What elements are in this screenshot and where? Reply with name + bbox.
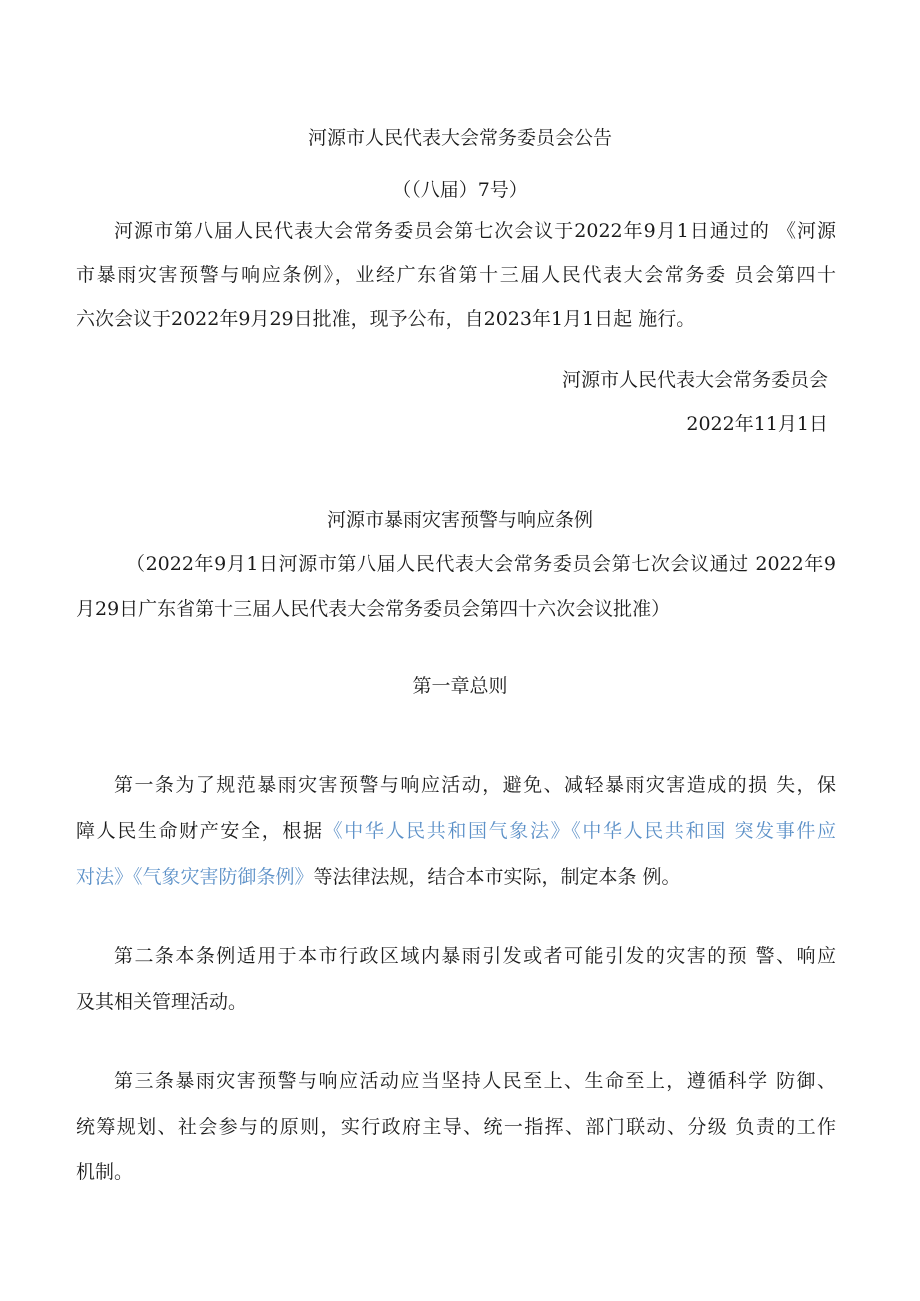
regulation-title: 河源市暴雨灾害预警与响应条例 — [326, 509, 593, 531]
notice-date: 2022年11月1日 — [686, 413, 828, 435]
article-line: 第一条为了规范暴雨灾害预警与响应活动，避免、减轻暴雨灾害造成的损 失，保 — [114, 774, 836, 796]
article-text: 障人民生命财产安全，根据 — [76, 820, 324, 842]
notice-body-line: 市暴雨灾害预警与响应条例》，业经广东省第十三届人民代表大会常务委 员会第四十 — [76, 264, 836, 286]
article-line: 及其相关管理活动。 — [76, 991, 248, 1013]
notice-title: 河源市人民代表大会常务委员会公告 — [307, 127, 612, 149]
law-reference-link[interactable]: 《中华人民共和国气象法》《中华人民共和国 突发事件应 — [323, 820, 836, 842]
notice-body-line: 六次会议于2022年9月29日批准，现予公布，自2023年1月1日起 施行。 — [76, 308, 696, 330]
law-reference-link[interactable]: 对法》《气象灾害防御条例》 — [76, 866, 314, 888]
notice-number: （（八届）7号） — [392, 179, 528, 201]
notice-body-line: 河源市第八届人民代表大会常务委员会第七次会议于2022年9月1日通过的 《河源 — [114, 220, 836, 242]
article-line: 统筹规划、社会参与的原则，实行政府主导、统一指挥、部门联动、分级 负责的工作 — [76, 1116, 836, 1138]
adoption-note-line: 月29日广东省第十三届人民代表大会常务委员会第四十六次会议批准） — [76, 598, 671, 620]
article-text: 等法律法规，结合本市实际，制定本条 例。 — [313, 866, 681, 888]
notice-signature: 河源市人民代表大会常务委员会 — [561, 369, 828, 391]
chapter-heading: 第一章总则 — [412, 675, 508, 697]
article-line: 机制。 — [76, 1161, 134, 1183]
article-line — [76, 864, 836, 890]
article-line: 第二条本条例适用于本市行政区域内暴雨引发或者可能引发的灾害的预 警、响应 — [114, 945, 836, 967]
article-line — [76, 818, 836, 844]
adoption-note-line: （2022年9月1日河源市第八届人民代表大会常务委员会第七次会议通过 2022年9 — [126, 553, 836, 575]
article-line: 第三条暴雨灾害预警与响应活动应当坚持人民至上、生命至上，遵循科学 防御、 — [114, 1070, 836, 1092]
